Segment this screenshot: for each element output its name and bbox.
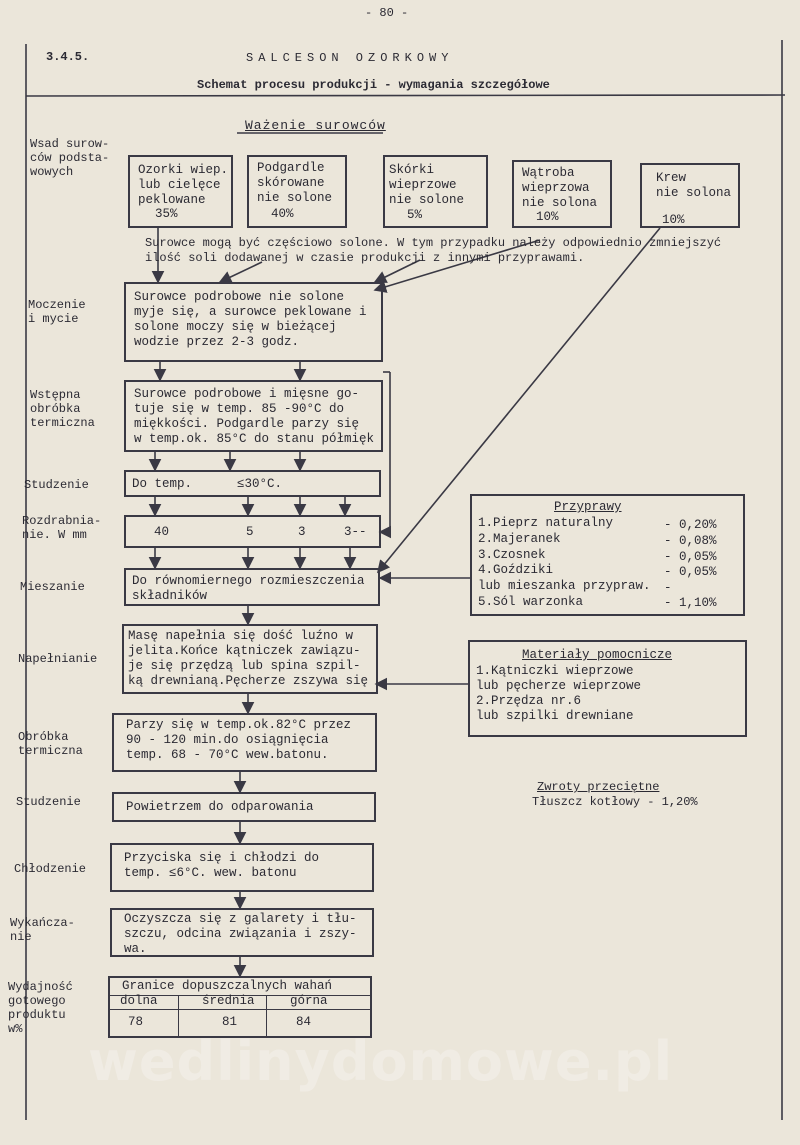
label-napelnianie: Napełnianie	[18, 652, 98, 666]
box-obrobka: Parzy się w temp.ok.82°C przez 90 - 120 min.do osiągnięcia temp. 68 - 70°C wew.batonu.	[112, 713, 377, 772]
raw-box-skorki: Skórki wieprzowe nie solone 5%	[383, 155, 488, 228]
yield-val-srednia: 81	[222, 1015, 238, 1029]
box-wykanczanie: Oczyszcza się z galarety i tłu- szczu, odcina związania i zszy- wa.	[110, 908, 374, 957]
raw-box-krew: Krew nie solona 10%	[640, 163, 740, 228]
box-moczenie: Surowce podrobowe nie solone myje się, a surowce peklowane i solone moczy się w bieżącej wodzie przez 2-3 godz.	[124, 282, 383, 362]
watermark: wedlinydomowe.pl	[88, 1030, 674, 1093]
label-studzenie-1: Studzenie	[24, 478, 89, 492]
spices-box: Przyprawy 1.Pieprz naturalny - 0,20% 2.Majeranek - 0,08% 3.Czosnek - 0,05% 4.Goździki - 0,05% lub mieszanka przypraw. - 5.Sól warzonka - 1,10%	[470, 494, 745, 616]
label-chlodzenie: Chłodzenie	[14, 862, 87, 876]
section-number: 3.4.5.	[46, 50, 90, 64]
box-napelnianie: Masę napełnia się dość luźno w jelita.Końce kątniczek zawiązu- je się przędzą lub spina szpil- ką drewnianą.Pęcherze zszywa się	[122, 624, 378, 694]
box-studzenie-2: Powietrzem do odparowania	[112, 792, 376, 822]
label-mieszanie: Mieszanie	[20, 580, 85, 594]
aux-title: Materiały pomocnicze	[522, 648, 673, 662]
raw-box-podgardle: Podgardle skórowane nie solone 40%	[247, 155, 347, 228]
box-mieszanie: Do równomiernego rozmieszczenia składników	[124, 568, 380, 606]
yield-col-srednia: średnia	[202, 994, 255, 1008]
box-wstepna: Surowce podrobowe i mięsne go- tuje się w temp. 85 -90°C do miękkości. Podgardle parzy się w temp.ok. 85°C do stanu półmięk	[124, 380, 383, 452]
grind-size-3: 3	[298, 525, 306, 539]
raw-box-ozorki: Ozorki wiep. lub cielęce peklowane 35%	[128, 155, 233, 228]
yield-val-gorna: 84	[296, 1015, 312, 1029]
label-wsad: Wsad surow- ców podsta- wowych	[30, 137, 110, 179]
box-rozdrabnianie	[124, 515, 381, 548]
page-subtitle: Schemat procesu produkcji - wymagania szczegółowe	[197, 78, 550, 92]
label-wykanczanie: Wykańcza- nie	[10, 916, 75, 944]
label-wstepna: Wstępna obróbka termiczna	[30, 388, 95, 430]
aux-materials-box	[468, 640, 747, 737]
label-moczenie: Moczenie i mycie	[28, 298, 86, 326]
spices-title: Przyprawy	[554, 500, 622, 514]
yield-col-gorna: górna	[290, 994, 328, 1008]
grind-size-2: 5	[246, 525, 254, 539]
weighing-heading: Ważenie surowców	[245, 118, 386, 133]
box-chlodzenie: Przyciska się i chłodzi do temp. ≤6°C. wew. batonu	[110, 843, 374, 892]
label-obrobka: Obróbka termiczna	[18, 730, 83, 758]
label-wydajnosc: Wydajność gotowego produktu w%	[8, 980, 73, 1036]
yield-col-dolna: dolna	[120, 994, 158, 1008]
note-salting: Surowce mogą być częściowo solone. W tym przypadku należy odpowiednio zmniejszyć ilość soli dodawanej w czasie produkcji z innymi przyprawami.	[145, 236, 722, 265]
yield-header: Granice dopuszczalnych wahań	[122, 979, 333, 993]
returns-title: Zwroty przeciętne	[537, 780, 660, 794]
grind-size-4: 3--	[344, 525, 367, 539]
yield-table	[108, 976, 372, 1038]
grind-size-1: 40	[154, 525, 170, 539]
yield-val-dolna: 78	[128, 1015, 144, 1029]
aux-lines: 1.Kątniczki wieprzowe lub pęcherze wieprzowe 2.Przędza nr.6 lub szpilki drewniane	[476, 664, 642, 723]
box-studzenie-1: Do temp. ≤30°C.	[124, 470, 381, 497]
page-number: - 80 -	[365, 6, 409, 20]
raw-box-watroba: Wątroba wieprzowa nie solona 10%	[512, 160, 612, 228]
page-title: SALCESON OZORKOWY	[246, 51, 454, 65]
label-rozdrabnianie: Rozdrabnia- nie. W mm	[22, 514, 102, 542]
label-studzenie-2: Studzenie	[16, 795, 81, 809]
returns-line: Tłuszcz kotłowy - 1,20%	[532, 795, 698, 809]
